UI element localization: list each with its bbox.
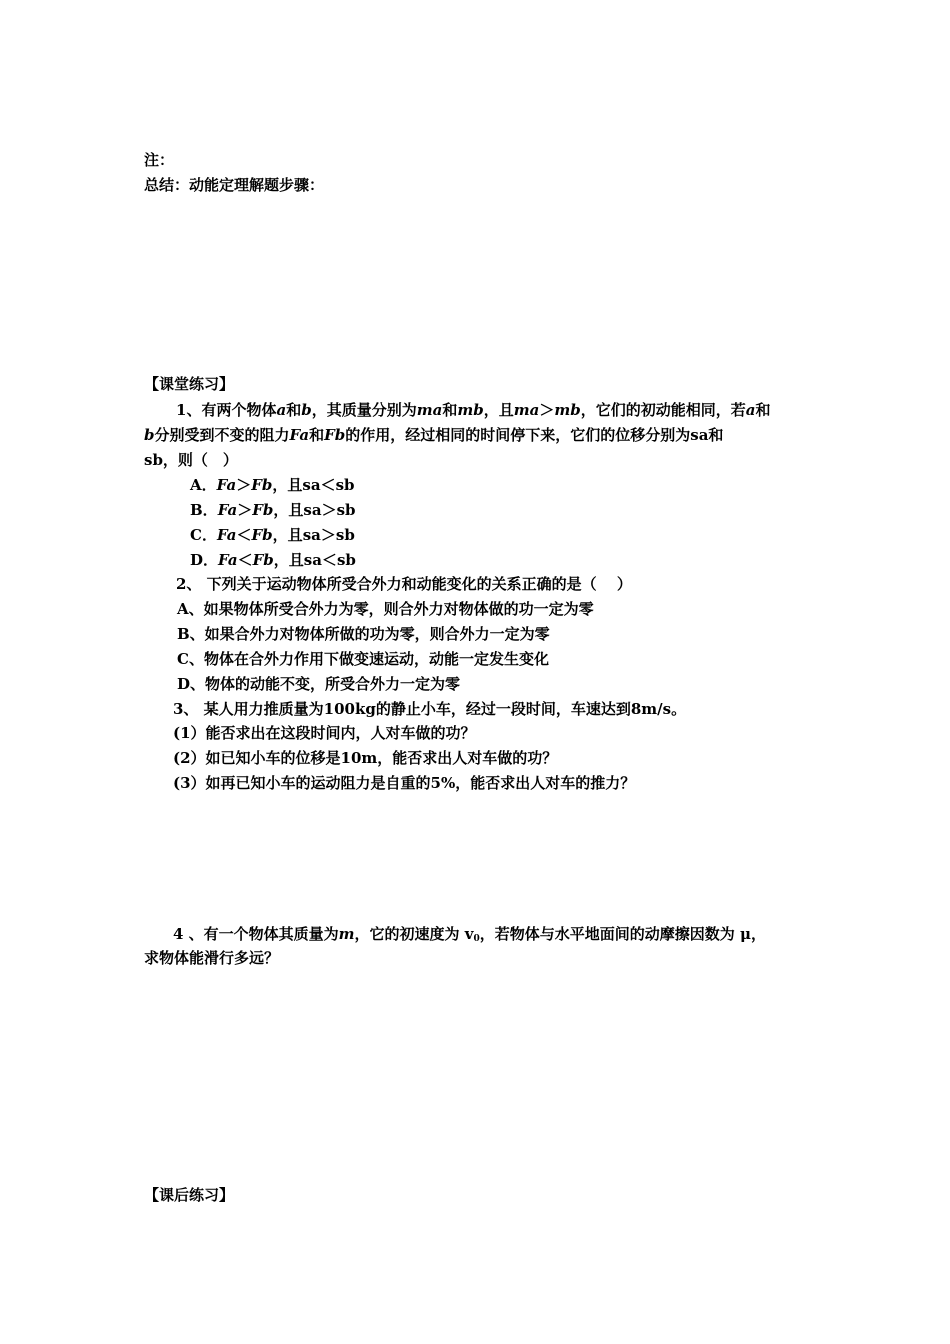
q1-option-c: C．Fa＜Fb，且sa＞sb bbox=[190, 526, 355, 544]
q1-line3: sb，则（ ） bbox=[144, 451, 238, 469]
note-label: 注： bbox=[144, 151, 175, 169]
q1-line1: 1、有两个物体a和b，其质量分别为ma和mb，且ma＞mb，它们的初动能相同，若a和 bbox=[176, 401, 771, 419]
q4-line2: 求物体能滑行多远？ bbox=[144, 949, 280, 967]
q4-line1: 4 、有一个物体其质量为m，它的初速度为 $v_0$，若物体与水平地面间的动摩擦因数为 μ， bbox=[173, 925, 766, 944]
q3-part-1: (1）能否求出在这段时间内，人对车做的功？ bbox=[173, 724, 476, 742]
q2-option-a: A、如果物体所受合外力为零，则合外力对物体做的功一定为零 bbox=[177, 600, 594, 618]
q1-option-d: D．Fa＜Fb，且sa＜sb bbox=[190, 551, 356, 569]
q1-line2: b分别受到不变的阻力Fa和Fb的作用，经过相同的时间停下来，它们的位移分别为sa和 bbox=[144, 426, 724, 444]
summary-label: 总结：动能定理解题步骤： bbox=[144, 176, 325, 194]
q2-option-b: B、如果合外力对物体所做的功为零，则合外力一定为零 bbox=[177, 625, 550, 643]
section-heading-class-practice: 【课堂练习】 bbox=[144, 375, 235, 393]
q3-stem: 3、 某人用力推质量为100kg的静止小车，经过一段时间，车速达到8m/s。 bbox=[173, 700, 687, 718]
q2-stem: 2、 下列关于运动物体所受合外力和动能变化的关系正确的是（ ） bbox=[176, 575, 632, 593]
section-heading-after-class: 【课后练习】 bbox=[144, 1186, 235, 1204]
q1-option-a: A．Fa＞Fb，且sa＜sb bbox=[190, 476, 355, 494]
q2-option-c: C、物体在合外力作用下做变速运动，动能一定发生变化 bbox=[177, 650, 549, 668]
q3-part-3: (3）如再已知小车的运动阻力是自重的5%，能否求出人对车的推力？ bbox=[173, 774, 636, 792]
q3-part-2: (2）如已知小车的位移是10m，能否求出人对车做的功？ bbox=[173, 749, 558, 767]
q2-option-d: D、物体的动能不变，所受合外力一定为零 bbox=[177, 675, 461, 693]
q1-option-b: B．Fa＞Fb，且sa＞sb bbox=[190, 501, 356, 519]
